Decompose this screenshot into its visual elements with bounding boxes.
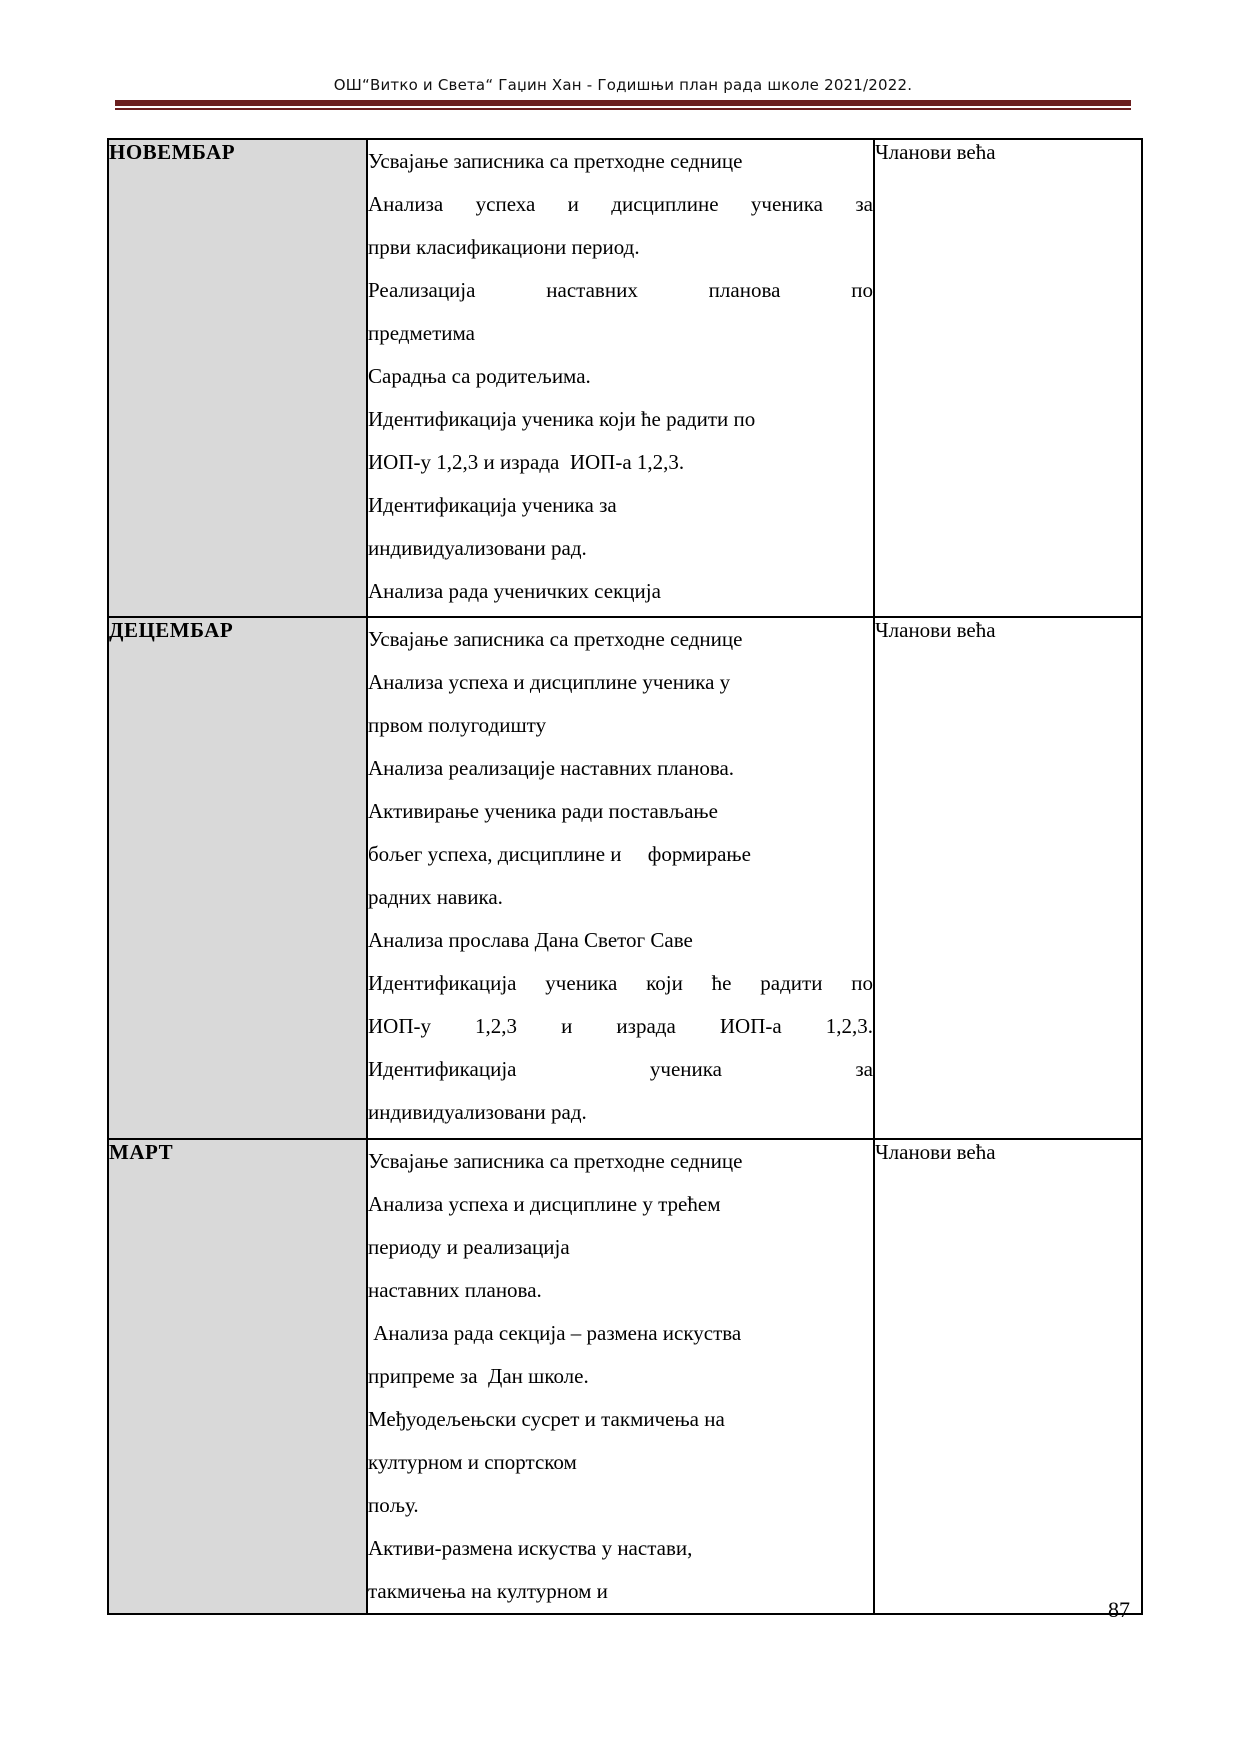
activity-line: ИОП-у 1,2,3 и израда ИОП-а 1,2,3. (368, 450, 685, 474)
table-row (108, 139, 1142, 617)
activity-line: Сарадња са родитељима. (368, 364, 591, 388)
members-label: Чланови већа (875, 618, 996, 642)
month-cell (108, 617, 367, 1139)
activities-cell (367, 139, 874, 617)
page-header-title: ОШ“Витко и Света“ Гаџин Хан - Годишњи план рада школе 2021/2022. (333, 76, 913, 94)
activity-line: пољу. (368, 1493, 419, 1517)
page-number: 87 (1108, 1597, 1130, 1622)
activity-line: радних навика. (368, 885, 503, 909)
month-cell (108, 139, 367, 617)
activity-line: Идентификација ученика за (368, 1057, 873, 1081)
members-cell (874, 1139, 1142, 1614)
activity-line: Усвајање записника са претходне седнице (368, 149, 743, 173)
members-label: Чланови већа (875, 1140, 996, 1164)
activity-line: предметима (368, 321, 475, 345)
activity-line: Идентификација ученика за (368, 493, 617, 517)
month-cell (108, 1139, 367, 1614)
activity-line: Усвајање записника са претходне седнице (368, 627, 743, 651)
activity-line: Анализа реализације наставних планова. (368, 756, 735, 780)
activities-cell (367, 1139, 874, 1614)
activity-line: такмичења на културном и (368, 1579, 608, 1603)
table-row (108, 617, 1142, 1139)
activity-line: Усвајање записника са претходне седнице (368, 1149, 743, 1173)
activity-line: Анализа рада секција – размена искуства (368, 1321, 742, 1345)
activity-line: Анализа рада ученичких секција (368, 579, 661, 603)
activity-line: наставних планова. (368, 1278, 542, 1302)
members-cell (874, 617, 1142, 1139)
members-cell (874, 139, 1142, 617)
table-row (108, 1139, 1142, 1614)
activity-line: Реализација наставних планова по (368, 278, 873, 302)
activity-line: припреме за Дан школе. (368, 1364, 589, 1388)
activity-line: Активи-размена искуства у настави, (368, 1536, 693, 1560)
month-label: ДЕЦЕМБАР (109, 618, 234, 642)
activities-cell (367, 617, 874, 1139)
activity-line: први класификациони период. (368, 235, 640, 259)
month-label: МАРТ (109, 1140, 174, 1164)
header-rule-thin (115, 108, 1131, 110)
activity-line: ИОП-у 1,2,3 и израда ИОП-а 1,2,3. (368, 1014, 873, 1038)
activity-line: културном и спортском (368, 1450, 577, 1474)
activity-line: Анализа успеха и дисциплине у трећем (368, 1192, 721, 1216)
activity-line: бољег успеха, дисциплине и формирање (368, 842, 751, 866)
activity-line: Анализа прослава Дана Светог Саве (368, 928, 693, 952)
activity-line: периоду и реализација (368, 1235, 570, 1259)
activity-line: Анализа успеха и дисциплине ученика за (368, 192, 873, 216)
activity-line: индивидуализовани рад. (368, 1100, 587, 1124)
month-label: НОВЕМБАР (109, 140, 236, 164)
activity-line: Активирање ученика ради постављање (368, 799, 718, 823)
activity-line: Међуодељењски сусрет и такмичења на (368, 1407, 725, 1431)
plan-table (107, 138, 1143, 1615)
header-rule-thick (115, 100, 1131, 106)
activity-line: Идентификација ученика који ће радити по (368, 407, 756, 431)
activity-line: првом полугодишту (368, 713, 547, 737)
members-label: Чланови већа (875, 140, 996, 164)
activity-line: Идентификација ученика који ће радити по (368, 971, 873, 995)
activity-line: Анализа успеха и дисциплине ученика у (368, 670, 731, 694)
activity-line: индивидуализовани рад. (368, 536, 587, 560)
